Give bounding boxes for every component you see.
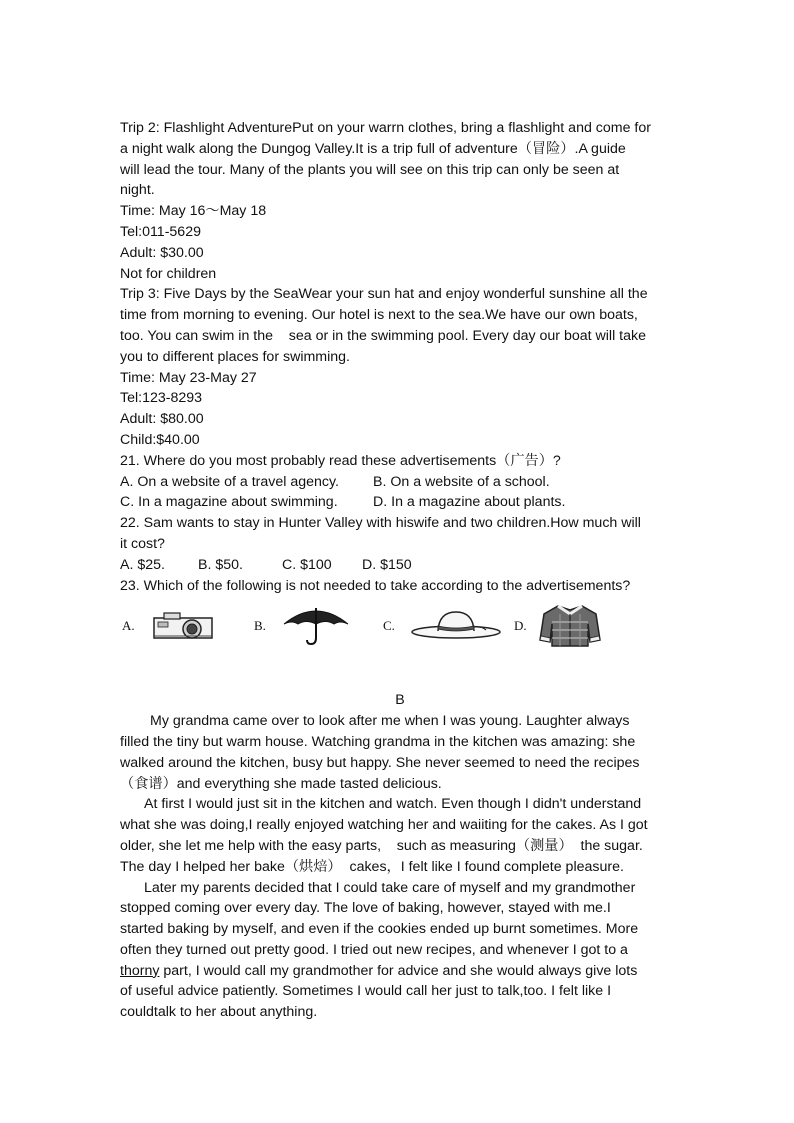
trip3-line-3: too. You can swim in the sea or in the swimming pool. Every day our boat will take bbox=[120, 327, 646, 344]
trip3-adult-price: Adult: $80.00 bbox=[120, 411, 204, 428]
paragraph-1-line-1: My grandma came over to look after me when I was young. Laughter always bbox=[150, 713, 630, 730]
q21-option-c: C. In a magazine about swimming. bbox=[120, 494, 338, 511]
paragraph-1-line-4: （食谱）and everything she made tasted delicious. bbox=[120, 775, 442, 792]
trip3-line-2: time from morning to evening. Our hotel is next to the sea.We have our own boats, bbox=[120, 307, 638, 324]
paragraph-3-line-7: couldtalk to her about anything. bbox=[120, 1004, 318, 1021]
trip2-time: Time: May 16～May 18 bbox=[120, 203, 267, 220]
trip3-line-4: you to different places for swimming. bbox=[120, 348, 350, 365]
paragraph-3-line-4: often they turned out pretty good. I tried out new recipes, and whenever I got to a bbox=[120, 941, 628, 958]
paragraph-3-line-3: started baking by myself, and even if the cookies ended up burnt sometimes. More bbox=[120, 921, 639, 938]
paragraph-2-line-4: The day I helped her bake（烘焙） cakes，I felt like I found complete pleasure. bbox=[120, 858, 624, 875]
trip3-line-1: Trip 3: Five Days by the SeaWear your sun hat and enjoy wonderful sunshine all the bbox=[120, 286, 648, 303]
q21-option-b: B. On a website of a school. bbox=[373, 473, 550, 490]
trip3-tel: Tel:123-8293 bbox=[120, 390, 203, 407]
q21-option-d: D. In a magazine about plants. bbox=[373, 494, 566, 511]
q22-option-a: A. $25. bbox=[120, 556, 165, 573]
paragraph-2-line-3: older, she let me help with the easy parts, such as measuring（测量） the sugar. bbox=[120, 837, 643, 854]
sun-hat-icon bbox=[408, 608, 504, 642]
q21-option-a: A. On a website of a travel agency. bbox=[120, 473, 339, 490]
trip2-line-2: a night walk along the Dungog Valley.It is a trip full of adventure（冒险）.A guide bbox=[120, 140, 626, 157]
paragraph-1-line-3: walked around the kitchen, busy but happy. She never seemed to need the recipes bbox=[120, 754, 640, 771]
trip2-line-1: Trip 2: Flashlight AdventurePut on your warrn clothes, bring a flashlight and come for bbox=[120, 120, 651, 136]
q23-picture-options bbox=[120, 602, 680, 648]
trip3-child-price: Child:$40.00 bbox=[120, 431, 200, 448]
trip2-tel: Tel:011-5629 bbox=[120, 223, 201, 240]
q22-option-b: B. $50. bbox=[198, 556, 243, 573]
paragraph-3-line-6: of useful advice patiently. Sometimes I would call her just to talk,too. I felt like I bbox=[120, 983, 612, 1000]
camera-icon bbox=[150, 610, 218, 644]
paragraph-3-line-5-rest: part, I would call my grandmother for advice and she would always give lots bbox=[159, 962, 638, 979]
paragraph-3-line-1: Later my parents decided that I could take care of myself and my grandmother bbox=[144, 879, 636, 896]
paragraph-2-line-1: At first I would just sit in the kitchen and watch. Even though I didn't understand bbox=[144, 796, 642, 813]
paragraph-3-line-5 bbox=[120, 961, 680, 982]
paragraph-3-line-2: stopped coming over every day. The love of baking, however, stayed with me.I bbox=[120, 900, 611, 917]
section-b-title: B bbox=[395, 692, 405, 709]
q22-question-line-2: it cost? bbox=[120, 535, 165, 552]
q21-options-row-2 bbox=[120, 492, 680, 513]
trip2-line-3: will lead the tour. Many of the plants you will see on this trip can only be seen at bbox=[120, 161, 620, 178]
q21-options-row-1 bbox=[120, 472, 680, 493]
trip3-time: Time: May 23-May 27 bbox=[120, 369, 257, 386]
q22-question-line-1: 22. Sam wants to stay in Hunter Valley with hiswife and two children.How much will bbox=[120, 515, 641, 532]
document-page bbox=[120, 118, 680, 1023]
paragraph-1-line-2: filled the tiny but warm house. Watching grandma in the kitchen was amazing: she bbox=[120, 733, 636, 750]
umbrella-icon bbox=[280, 604, 352, 646]
paragraph-2-line-2: what she was doing,I really enjoyed watching her and waiiting for the cakes. As I got bbox=[120, 817, 648, 834]
q22-options bbox=[120, 555, 680, 576]
trip2-note: Not for children bbox=[120, 265, 217, 282]
trip2-line-4: night. bbox=[120, 182, 155, 199]
q22-option-d: D. $150 bbox=[362, 556, 412, 573]
underlined-word-thorny: thorny bbox=[120, 962, 160, 979]
q23-label-d: D. bbox=[514, 618, 527, 634]
q23-question: 23. Which of the following is not needed to take according to the advertisements? bbox=[120, 577, 631, 594]
trip2-adult-price: Adult: $30.00 bbox=[120, 244, 204, 261]
q22-option-c: C. $100 bbox=[282, 556, 332, 573]
q23-label-b: B. bbox=[254, 618, 266, 634]
warm-coat-icon bbox=[538, 602, 604, 648]
q23-label-a: A. bbox=[122, 618, 135, 634]
q21-question: 21. Where do you most probably read these advertisements（广告）? bbox=[120, 452, 561, 469]
q23-label-c: C. bbox=[383, 618, 395, 634]
